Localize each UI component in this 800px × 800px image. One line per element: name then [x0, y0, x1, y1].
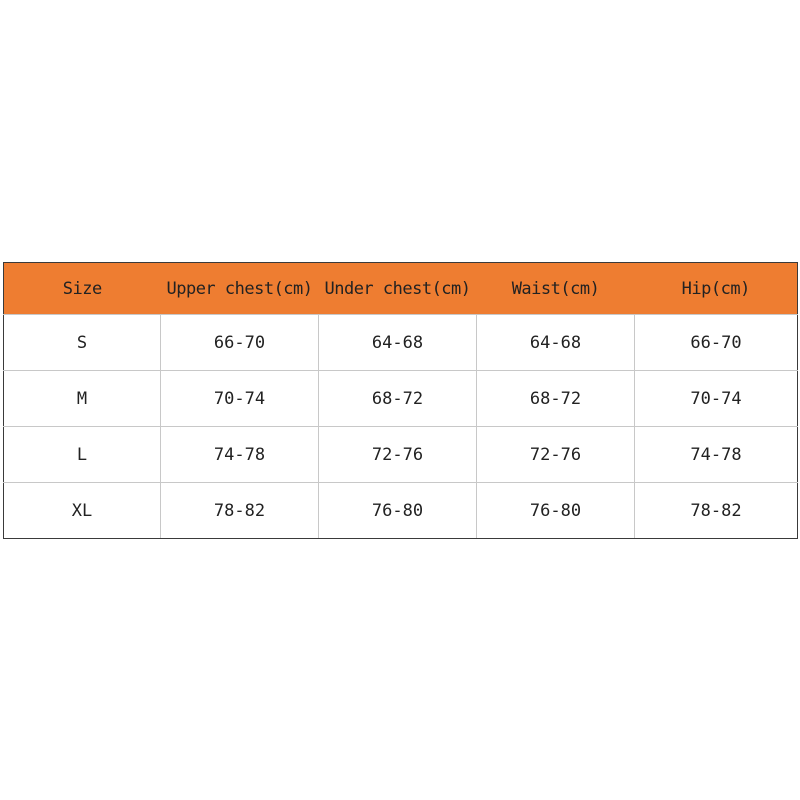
- size-chart-table: [3, 262, 798, 539]
- waist-cell: 76-80: [477, 483, 635, 539]
- upper-chest-cell: 78-82: [161, 483, 319, 539]
- size-cell: L: [4, 427, 161, 483]
- waist-cell: 64-68: [477, 315, 635, 371]
- table-body: [4, 315, 798, 539]
- hip-cell: 74-78: [635, 427, 798, 483]
- under-chest-cell: 64-68: [319, 315, 477, 371]
- under-chest-cell: 72-76: [319, 427, 477, 483]
- size-cell: M: [4, 371, 161, 427]
- header-row: [4, 263, 798, 315]
- upper-chest-cell: 66-70: [161, 315, 319, 371]
- upper-chest-cell: 74-78: [161, 427, 319, 483]
- hip-cell: 70-74: [635, 371, 798, 427]
- column-header-hip: Hip(cm): [635, 263, 798, 315]
- hip-cell: 66-70: [635, 315, 798, 371]
- table-row: [4, 483, 798, 539]
- hip-cell: 78-82: [635, 483, 798, 539]
- column-header-upper-chest: Upper chest(cm): [161, 263, 319, 315]
- size-cell: S: [4, 315, 161, 371]
- upper-chest-cell: 70-74: [161, 371, 319, 427]
- table-row: [4, 427, 798, 483]
- table-header: [4, 263, 798, 315]
- waist-cell: 68-72: [477, 371, 635, 427]
- under-chest-cell: 76-80: [319, 483, 477, 539]
- column-header-under-chest: Under chest(cm): [319, 263, 477, 315]
- column-header-size: Size: [4, 263, 161, 315]
- waist-cell: 72-76: [477, 427, 635, 483]
- table-row: [4, 315, 798, 371]
- under-chest-cell: 68-72: [319, 371, 477, 427]
- column-header-waist: Waist(cm): [477, 263, 635, 315]
- size-cell: XL: [4, 483, 161, 539]
- table-row: [4, 371, 798, 427]
